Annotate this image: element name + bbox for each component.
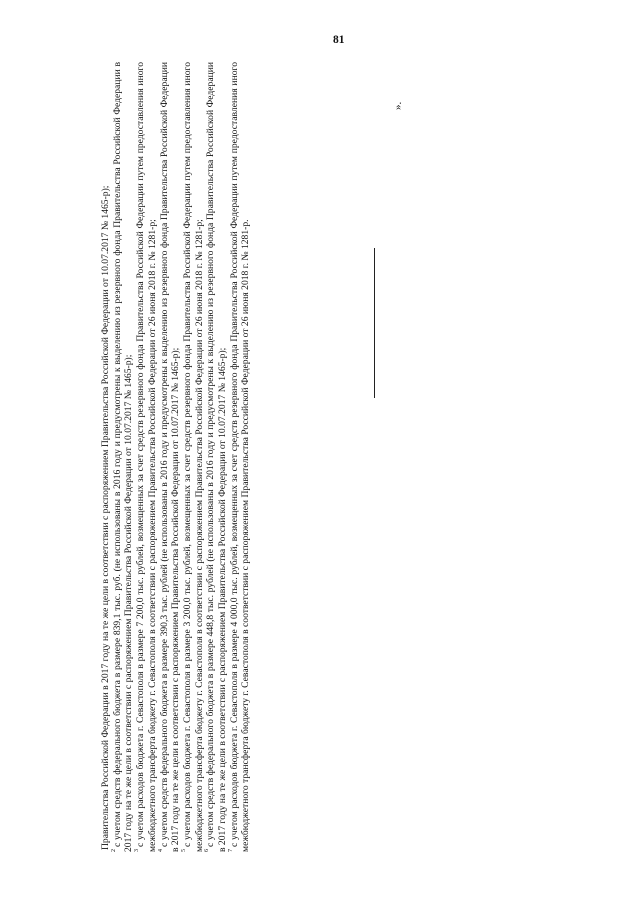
footnote-text: с учетом расходов бюджета г. Севастополя в размере 3 200,0 тыс. рублей, возмещенных за счет средств резервного фонда Правительства Российской Федерации путем предоставления иного межбюджетного трансферта бюджету г. Севастополя в соответствии с распоряжением Правительства Российской Федерации от 26 июня 2018 г. № 1281-р; <box>181 62 205 852</box>
footnote-marker: 4 <box>157 849 164 852</box>
footnote-text: с учетом средств федерального бюджета в размере 448,8 тыс. рублей (не использованы в 2016 году и предусмотрены к выделению из резервного фонда Правительства Российской Федерации в 2017 году на те же цели в соответствии с распоряжением Правительства Российской Федерации от 10.07.2017 № 1465-р); <box>205 62 229 852</box>
footnote-item <box>182 62 205 852</box>
footnotes-list <box>100 62 252 852</box>
separator-line <box>374 248 375 398</box>
footnote-text: с учетом средств федерального бюджета в размере 390,3 тыс. рублей (не использованы в 2016 году и предусмотрены к выделению из резервного фонда Правительства Российской Федерации в 2017 году на те же цели в соответствии с распоряжением Правительства Российской Федерации от 10.07.2017 № 1465-р); <box>158 62 182 852</box>
footnote-item <box>112 62 135 852</box>
footnote-marker: 3 <box>134 849 141 852</box>
footnote-item <box>205 62 228 852</box>
footnote-marker: 7 <box>227 849 234 852</box>
rotated-footnotes-area <box>100 62 404 852</box>
footnote-text: с учетом средств федерального бюджета в размере 839,1 тыс. руб. (не использованы в 2016 году и предусмотрены к выделению из резервного фонда Правительства Российской Федерации в 2017 году на те же цели в соответствии с распоряжением Правительства Российской Федерации от 10.07.2017 № 1465-р); <box>111 62 135 852</box>
footnote-item <box>159 62 182 852</box>
footnote-text: с учетом расходов бюджета г. Севастополя в размере 7 200,0 тыс. рублей, возмещенных за счет средств резервного фонда Правительства Российской Федерации путем предоставления иного межбюджетного трансферта бюджету г. Севастополя в соответствии с распоряжением Правительства Российской Федерации от 26 июня 2018 г. № 1281-р; <box>135 62 158 852</box>
footnote-item <box>229 62 252 852</box>
page-number: 81 <box>333 34 345 46</box>
footnote-marker: 5 <box>180 849 187 852</box>
footnote-item <box>100 62 112 852</box>
closing-quote-mark: ». <box>392 101 404 110</box>
footnote-marker: 2 <box>110 849 117 852</box>
footnote-text: Правительства Российской Федерации в 2017 году на те же цели в соответствии с распоряжением Правительства Российской Федерации от 10.07.2017 № 1465-р); <box>100 185 111 850</box>
footnote-item <box>135 62 158 852</box>
footnote-marker: 6 <box>204 849 211 852</box>
footnote-text: с учетом расходов бюджета г. Севастополя в размере 4 000,0 тыс. рублей, возмещенных за счет средств резервного фонда Правительства Российской Федерации путем предоставления иного межбюджетного трансферта бюджету г. Севастополя в соответствии с распоряжением Правительства Российской Федерации от 26 июня 2018 г. № 1281-р. <box>228 62 252 852</box>
